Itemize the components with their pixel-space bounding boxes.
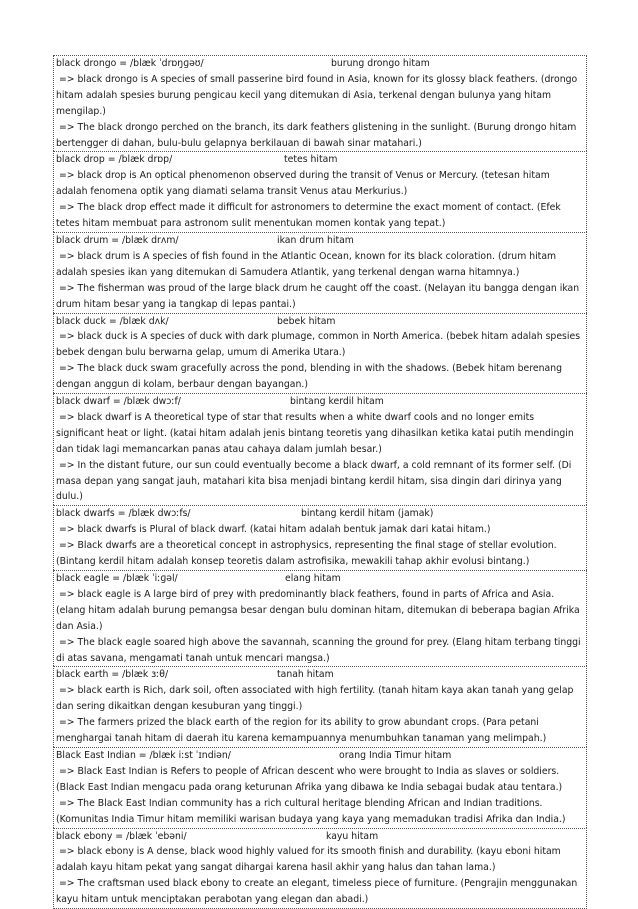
entry-ipa: /blæk iːst ˈɪndiən/ bbox=[150, 750, 231, 761]
entry-example bbox=[56, 120, 584, 152]
definition-english: => black drongo is A species of small passerine bird found in Asia, known for its glossy black feathers. bbox=[59, 74, 538, 85]
entry-header: black ebony = /blæk ˈebəni/ kayu hitam bbox=[56, 829, 584, 845]
dictionary-entry bbox=[53, 666, 587, 747]
entry-ipa: /blæk dwɔːf/ bbox=[124, 396, 181, 407]
entry-translation: bintang kerdil hitam (jamak) bbox=[301, 506, 433, 522]
entry-word: black duck bbox=[56, 316, 106, 327]
entry-ipa: /blæk dwɔːfs/ bbox=[128, 508, 190, 519]
entry-word: black eagle bbox=[56, 573, 109, 584]
definition-english: => black ebony is A dense, black wood highly valued for its smooth finish and durability. bbox=[59, 846, 473, 857]
example-english: => In the distant future, our sun could eventually become a black dwarf, a cold remnant of its former self. bbox=[59, 460, 555, 471]
entry-header: black dwarf = /blæk dwɔːf/ bintang kerdil hitam bbox=[56, 394, 584, 410]
entry-translation: ikan drum hitam bbox=[277, 233, 354, 249]
entry-translation: tanah hitam bbox=[277, 667, 334, 683]
entry-ipa: /blæk ˈdrɒŋɡəʊ/ bbox=[130, 58, 204, 69]
definition-english: => black eagle is A large bird of prey with predominantly black feathers, found in parts of Africa and Asia. bbox=[59, 589, 554, 600]
entry-header: black eagle = /blæk ˈiːɡəl/ elang hitam bbox=[56, 571, 584, 587]
entry-translation: burung drongo hitam bbox=[331, 56, 430, 72]
example-english: => The craftsman used black ebony to create an elegant, timeless piece of furniture. bbox=[59, 878, 458, 889]
definition-english: => black dwarf is A theoretical type of star that results when a white dwarf cools and no longer emits significant heat or light. bbox=[56, 412, 534, 439]
entry-definition bbox=[56, 522, 584, 538]
entry-header: Black East Indian = /blæk iːst ˈɪndiən/ orang India Timur hitam bbox=[56, 748, 584, 764]
entry-ipa: /blæk drɒp/ bbox=[118, 154, 172, 165]
example-english: => The black drongo perched on the branch, its dark feathers glistening in the sunlight. bbox=[59, 122, 471, 133]
dictionary-entry bbox=[53, 232, 587, 313]
example-indonesian: (Para petani menghargai tanah hitam di daerah itu karena kemampuannya menumbuhkan tanaman yang melimpah.) bbox=[56, 717, 546, 744]
definition-english: => black dwarfs is Plural of black dwarf. bbox=[59, 524, 247, 535]
entry-definition bbox=[56, 764, 584, 796]
definition-english: => black drop is An optical phenomenon observed during the transit of Venus or Mercury. bbox=[59, 170, 478, 181]
example-english: => Black dwarfs are a theoretical concept in astrophysics, representing the final stage of stellar evolution. bbox=[59, 540, 557, 551]
definition-english: => Black East Indian is Refers to people of African descent who were brought to India as slaves or soldiers. bbox=[59, 766, 559, 777]
entry-example bbox=[56, 361, 584, 393]
entry-definition bbox=[56, 683, 584, 715]
entry-translation: kayu hitam bbox=[326, 829, 378, 845]
entry-header: black duck = /blæk dʌk/ bebek hitam bbox=[56, 314, 584, 330]
entry-word: black dwarfs bbox=[56, 508, 115, 519]
entry-definition bbox=[56, 168, 584, 200]
entry-word: black drum bbox=[56, 235, 108, 246]
entry-example bbox=[56, 281, 584, 313]
example-indonesian: (Komunitas India Timur hitam memiliki warisan budaya yang kaya yang memadukan tradisi Afrika dan India.) bbox=[56, 814, 565, 825]
definition-english: => black duck is A species of duck with dark plumage, common in North America. bbox=[59, 331, 443, 342]
definition-indonesian: (katai hitam adalah bentuk jamak dari katai hitam.) bbox=[250, 524, 491, 535]
entry-example bbox=[56, 635, 584, 667]
entry-ipa: /blæk ɜːθ/ bbox=[122, 669, 168, 680]
dictionary-entry bbox=[53, 55, 587, 151]
entry-word: black ebony bbox=[56, 831, 112, 842]
entry-definition bbox=[56, 844, 584, 876]
entry-ipa: /blæk ˈebəni/ bbox=[126, 831, 187, 842]
entry-word: Black East Indian bbox=[56, 750, 136, 761]
entry-definition bbox=[56, 329, 584, 361]
entry-word: black earth bbox=[56, 669, 108, 680]
definition-indonesian: (elang hitam adalah burung pemangsa besar dengan bulu dominan hitam, ditemukan di beberapa bagian Afrika dan Asia.) bbox=[56, 605, 580, 632]
entry-example bbox=[56, 458, 584, 506]
entry-word: black drop bbox=[56, 154, 105, 165]
dictionary-entry bbox=[53, 505, 587, 570]
definition-indonesian: (Black East Indian mengacu pada orang keturunan Afrika yang dibawa ke India sebagai budak atau tentara.) bbox=[56, 782, 562, 793]
example-indonesian: (Pengrajin menggunakan kayu hitam untuk menciptakan perabotan yang elegan dan abadi.) bbox=[56, 878, 577, 905]
definition-english: => black drum is A species of fish found in the Atlantic Ocean, known for its black coloration. bbox=[59, 251, 495, 262]
example-english: => The black duck swam gracefully across the pond, blending in with the shadows. bbox=[59, 363, 449, 374]
example-indonesian: (Di masa depan yang sangat jauh, matahari kita bisa menjadi bintang kerdil hitam, sisa dingin dari dirinya yang dulu.) bbox=[56, 460, 571, 503]
entry-translation: elang hitam bbox=[285, 571, 341, 587]
entry-ipa: /blæk drʌm/ bbox=[122, 235, 179, 246]
entry-header: black drum = /blæk drʌm/ ikan drum hitam bbox=[56, 233, 584, 249]
dictionary-entry bbox=[53, 393, 587, 505]
example-english: => The fisherman was proud of the large black drum he caught off the coast. bbox=[59, 283, 421, 294]
entry-header: black drop = /blæk drɒp/ tetes hitam bbox=[56, 152, 584, 168]
example-english: => The black drop effect made it difficult for astronomers to determine the exact moment of contact. bbox=[59, 202, 534, 213]
entry-word: black dwarf bbox=[56, 396, 110, 407]
entry-example bbox=[56, 796, 584, 828]
definition-indonesian: (tetesan hitam adalah fenomena optik yang diamati selama transit Venus atau Merkurius.) bbox=[56, 170, 550, 197]
entry-header: black dwarfs = /blæk dwɔːfs/ bintang kerdil hitam (jamak) bbox=[56, 506, 584, 522]
entry-example bbox=[56, 715, 584, 747]
entry-translation: bintang kerdil hitam bbox=[290, 394, 384, 410]
entry-definition bbox=[56, 249, 584, 281]
definition-indonesian: (drum hitam adalah spesies ikan yang ditemukan di Samudera Atlantik, yang terkenal dengan warna hitamnya.) bbox=[56, 251, 556, 278]
entry-definition bbox=[56, 587, 584, 635]
entry-header: black earth = /blæk ɜːθ/ tanah hitam bbox=[56, 667, 584, 683]
example-english: => The farmers prized the black earth of the region for its ability to grow abundant crops. bbox=[59, 717, 480, 728]
entry-example bbox=[56, 538, 584, 570]
example-english: => The black eagle soared high above the savannah, scanning the ground for prey. bbox=[59, 637, 449, 648]
example-indonesian: (Nelayan itu bangga dengan ikan drum hitam besar yang ia tangkap di lepas pantai.) bbox=[56, 283, 579, 310]
entry-example bbox=[56, 200, 584, 232]
entry-header: black drongo = /blæk ˈdrɒŋɡəʊ/ burung drongo hitam bbox=[56, 56, 584, 72]
definition-indonesian: (katai hitam adalah jenis bintang teoretis yang dihasilkan ketika katai putih mendingin dan tidak lagi memancarkan panas atau cahaya dalam jumlah besar.) bbox=[56, 428, 574, 455]
definition-indonesian: (kayu eboni hitam adalah kayu hitam pekat yang sangat dihargai karena hasil akhir yang halus dan tahan lama.) bbox=[56, 846, 561, 873]
dictionary-entry bbox=[53, 570, 587, 666]
definition-indonesian: (bebek hitam adalah spesies bebek dengan bulu berwarna gelap, umum di Amerika Utara.) bbox=[56, 331, 580, 358]
entry-definition bbox=[56, 72, 584, 120]
entry-translation: tetes hitam bbox=[284, 152, 337, 168]
entry-ipa: /blæk ˈiːɡəl/ bbox=[123, 573, 178, 584]
entry-word: black drongo bbox=[56, 58, 116, 69]
dictionary-entry bbox=[53, 828, 587, 909]
definition-indonesian: (drongo hitam adalah spesies burung pengicau kecil yang ditemukan di Asia, terkenal dengan bulunya yang hitam mengilap.) bbox=[56, 74, 577, 117]
entry-ipa: /blæk dʌk/ bbox=[120, 316, 169, 327]
dictionary-entry bbox=[53, 151, 587, 232]
entry-example bbox=[56, 876, 584, 908]
definition-english: => black earth is Rich, dark soil, often associated with high fertility. bbox=[59, 685, 375, 696]
example-indonesian: (Efek tetes hitam membuat para astronom sulit menentukan momen kontak yang tepat.) bbox=[56, 202, 561, 229]
dictionary-entry bbox=[53, 747, 587, 828]
entry-translation: orang India Timur hitam bbox=[339, 748, 451, 764]
dictionary-page bbox=[53, 55, 587, 909]
example-indonesian: (Elang hitam terbang tinggi di atas savana, mengamati tanah untuk mencari mangsa.) bbox=[56, 637, 581, 664]
entry-translation: bebek hitam bbox=[277, 314, 335, 330]
example-english: => The Black East Indian community has a rich cultural heritage blending African and Indian traditions. bbox=[59, 798, 543, 809]
entry-definition bbox=[56, 410, 584, 458]
example-indonesian: (Burung drongo hitam bertengger di dahan, bulu-bulu gelapnya berkilauan di bawah sinar matahari.) bbox=[56, 122, 576, 149]
example-indonesian: (Bebek hitam berenang dengan anggun di kolam, berbaur dengan bayangan.) bbox=[56, 363, 562, 390]
definition-indonesian: (tanah hitam kaya akan tanah yang gelap dan sering dikaitkan dengan kesuburan yang tinggi.) bbox=[56, 685, 573, 712]
example-indonesian: (Bintang kerdil hitam adalah konsep teoretis dalam astrofisika, mewakili tahap akhir evolusi bintang.) bbox=[56, 556, 529, 567]
dictionary-entry bbox=[53, 313, 587, 394]
